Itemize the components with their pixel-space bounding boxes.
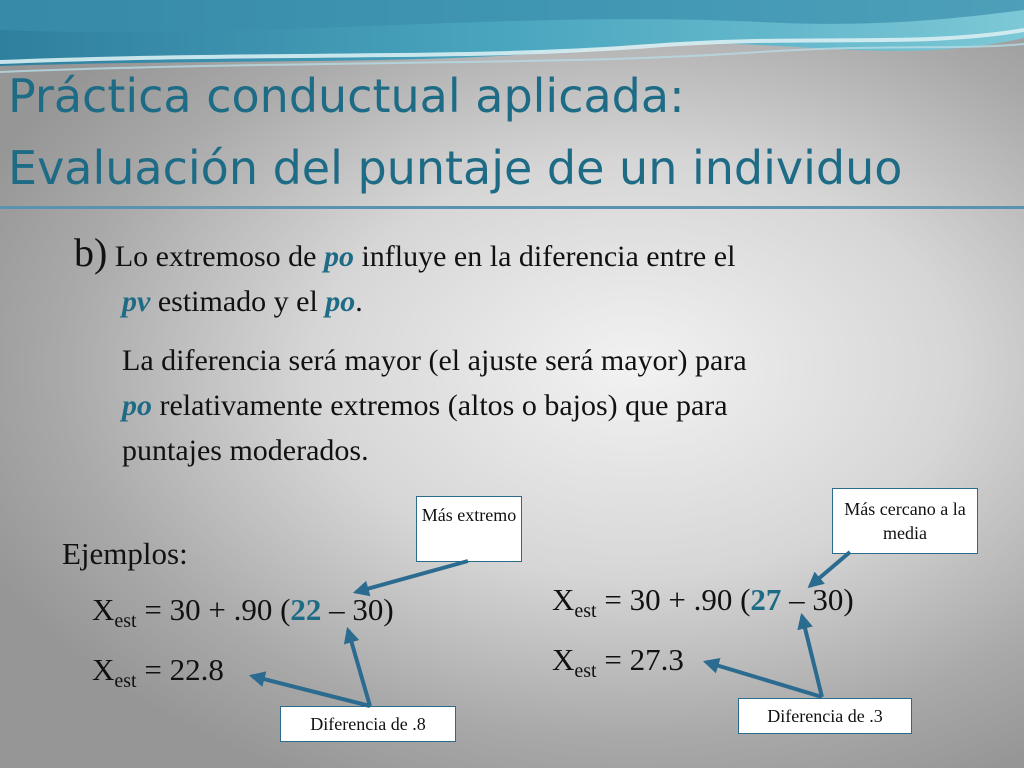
point-b-marker: b) [74, 230, 108, 275]
title-line-2: Evaluación del puntaje de un individuo [8, 141, 903, 195]
example2-equation: $X_{est} = 30 + .90$ (27 – 30) [552, 582, 854, 623]
callout-mas-cercano: Más cercano a la media [832, 488, 978, 554]
title-underline [0, 206, 1024, 209]
term-po: po [323, 240, 354, 273]
point-b-paragraph: b) Lo extremoso de po influye en la diferencia entre el pv estimado y el po. [74, 230, 736, 318]
title-line-1: Práctica conductual aplicada: [8, 69, 685, 123]
example1-extreme-value: 22 [290, 592, 322, 627]
term-po: po [122, 389, 152, 422]
term-po: po [325, 285, 356, 318]
example1-equation: $X_{est} = 30 + .90$ (22 – 30) [92, 592, 394, 633]
arrow-to-22 [356, 561, 468, 592]
example2-moderate-value: 27 [750, 582, 782, 617]
callout-diferencia-03: Diferencia de .3 [738, 698, 912, 734]
detail-paragraph: La diferencia será mayor (el ajuste será mayor) para po relativamente extremos (altos o bajos) que para puntajes moderados. [122, 344, 747, 467]
arrow-to-22.8 [252, 676, 370, 706]
examples-label: Ejemplos: [62, 536, 188, 571]
arrow-to-27.3 [706, 662, 822, 697]
slide-title [8, 60, 902, 204]
example1-result: $X_{est} = 22.8$ [92, 652, 224, 693]
arrow-to-27 [810, 552, 850, 586]
arrow-to-22-from-diff [348, 630, 370, 706]
term-pv: pv [122, 285, 151, 318]
callout-diferencia-08: Diferencia de .8 [280, 706, 456, 742]
arrow-to-27-from-diff [802, 616, 822, 697]
example2-result: $X_{est} = 27.3$ [552, 642, 684, 683]
callout-mas-extremo: Más extremo [416, 496, 522, 562]
